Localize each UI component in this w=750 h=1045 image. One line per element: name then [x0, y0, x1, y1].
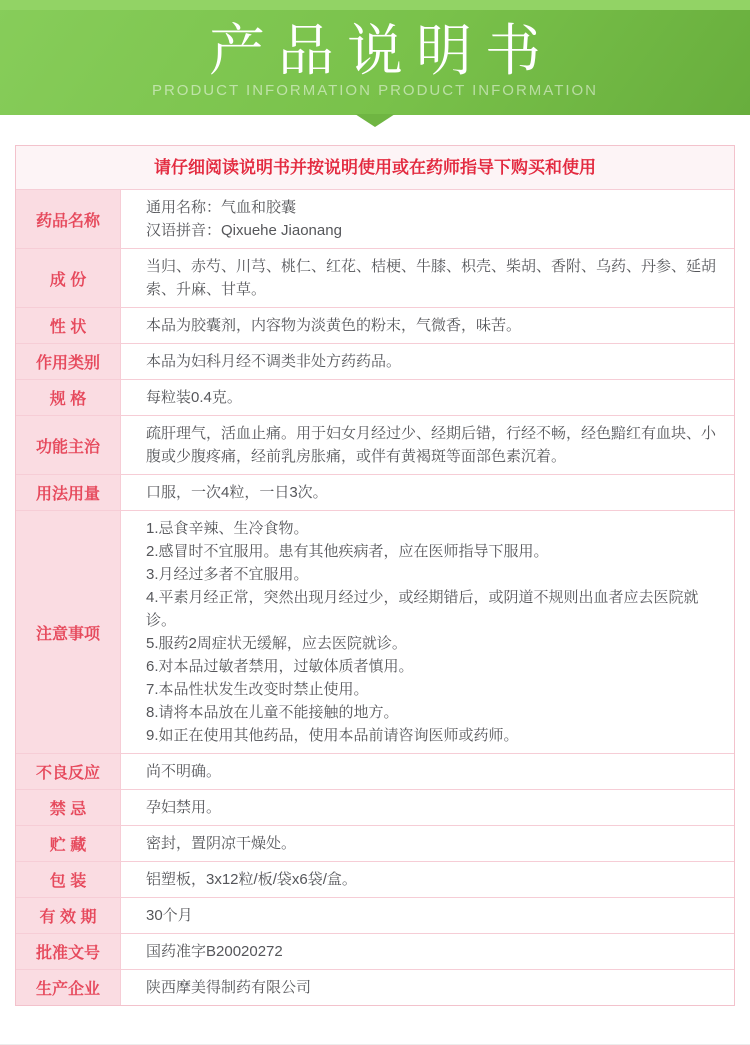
row-content — [121, 511, 734, 753]
row-content-line: 1.忌食辛辣、生冷食物。 — [146, 520, 309, 537]
table-row — [16, 969, 734, 1005]
banner-notch-arrow — [355, 114, 395, 127]
row-content-line: 汉语拼音：Qixuehe Jiaonang — [146, 222, 342, 239]
row-content-line: 密封，置阴凉干燥处。 — [146, 835, 297, 852]
row-content-line: 6.对本品过敏者禁用，过敏体质者慎用。 — [146, 658, 414, 675]
row-content-line: 5.服药2周症状无缓解，应去医院就诊。 — [146, 635, 407, 652]
row-label: 包 装 — [16, 862, 121, 897]
row-content-line: 口服，一次4粒，一日3次。 — [146, 484, 328, 501]
table-row — [16, 789, 734, 825]
row-content-line: 本品为妇科月经不调类非处方药药品。 — [146, 353, 402, 370]
table-row — [16, 189, 734, 248]
row-content-line: 尚不明确。 — [146, 763, 222, 780]
row-content-line: 3.月经过多者不宜服用。 — [146, 566, 309, 583]
notice-row: 请仔细阅读说明书并按说明使用或在药师指导下购买和使用 — [16, 146, 734, 189]
row-content-line: 本品为胶囊剂，内容物为淡黄色的粉末，气微香，味苦。 — [146, 317, 522, 334]
row-label: 禁 忌 — [16, 790, 121, 825]
table-row — [16, 248, 734, 307]
row-content — [121, 898, 734, 933]
row-content — [121, 308, 734, 343]
row-content-line: 7.本品性状发生改变时禁止使用。 — [146, 681, 369, 698]
row-content — [121, 826, 734, 861]
row-content — [121, 416, 734, 474]
row-label: 用法用量 — [16, 475, 121, 510]
row-content — [121, 754, 734, 789]
banner-top-strip — [0, 0, 750, 10]
table-rows — [16, 189, 734, 1005]
table-row — [16, 474, 734, 510]
row-content — [121, 475, 734, 510]
row-label: 性 状 — [16, 308, 121, 343]
row-content-line: 9.如正在使用其他药品，使用本品前请咨询医师或药师。 — [146, 727, 519, 744]
row-content-line: 2.感冒时不宜服用。患有其他疾病者，应在医师指导下服用。 — [146, 543, 549, 560]
row-content — [121, 380, 734, 415]
row-label: 作用类别 — [16, 344, 121, 379]
row-content — [121, 970, 734, 1005]
row-content — [121, 934, 734, 969]
page-title: 产品说明书 — [209, 19, 554, 82]
row-content-line: 铝塑板，3x12粒/板/袋x6袋/盒。 — [146, 871, 357, 888]
row-label: 贮 藏 — [16, 826, 121, 861]
row-content-line: 国药准字B20020272 — [146, 943, 283, 960]
row-content-line: 当归、赤芍、川芎、桃仁、红花、桔梗、牛膝、枳壳、柴胡、香附、乌药、丹参、延胡索、升麻、甘草。 — [146, 258, 717, 298]
banner — [0, 0, 750, 115]
table-row — [16, 415, 734, 474]
spec-table — [15, 145, 735, 1006]
table-row — [16, 861, 734, 897]
page-subtitle: PRODUCT INFORMATION PRODUCT INFORMATION — [151, 82, 599, 99]
row-content-line: 陕西摩美得制药有限公司 — [146, 979, 312, 996]
row-content-line: 疏肝理气，活血止痛。用于妇女月经过少、经期后错，行经不畅，经色黯红有血块、小腹或少腹疼痛，经前乳房胀痛，或伴有黄褐斑等面部色素沉着。 — [146, 425, 717, 465]
row-content-line: 30个月 — [146, 907, 193, 924]
table-row — [16, 897, 734, 933]
table-row — [16, 510, 734, 753]
row-label: 功能主治 — [16, 416, 121, 474]
row-content — [121, 249, 734, 307]
row-label: 生产企业 — [16, 970, 121, 1005]
row-content — [121, 790, 734, 825]
table-row — [16, 933, 734, 969]
row-content-line: 8.请将本品放在儿童不能接触的地方。 — [146, 704, 399, 721]
table-row — [16, 379, 734, 415]
table-row — [16, 307, 734, 343]
table-row — [16, 753, 734, 789]
row-label: 不良反应 — [16, 754, 121, 789]
row-content-line: 通用名称：气血和胶囊 — [146, 199, 297, 216]
row-content-line: 4.平素月经正常，突然出现月经过少，或经期错后，或阴道不规则出血者应去医院就诊。 — [146, 589, 699, 629]
row-content — [121, 190, 734, 248]
row-label: 批准文号 — [16, 934, 121, 969]
row-label: 有 效 期 — [16, 898, 121, 933]
row-content-line: 每粒装0.4克。 — [146, 389, 242, 406]
table-row — [16, 343, 734, 379]
row-content — [121, 344, 734, 379]
row-content-line: 孕妇禁用。 — [146, 799, 222, 816]
row-label: 成 份 — [16, 249, 121, 307]
row-label: 规 格 — [16, 380, 121, 415]
row-content — [121, 862, 734, 897]
row-label: 药品名称 — [16, 190, 121, 248]
row-label: 注意事项 — [16, 511, 121, 753]
table-row — [16, 825, 734, 861]
